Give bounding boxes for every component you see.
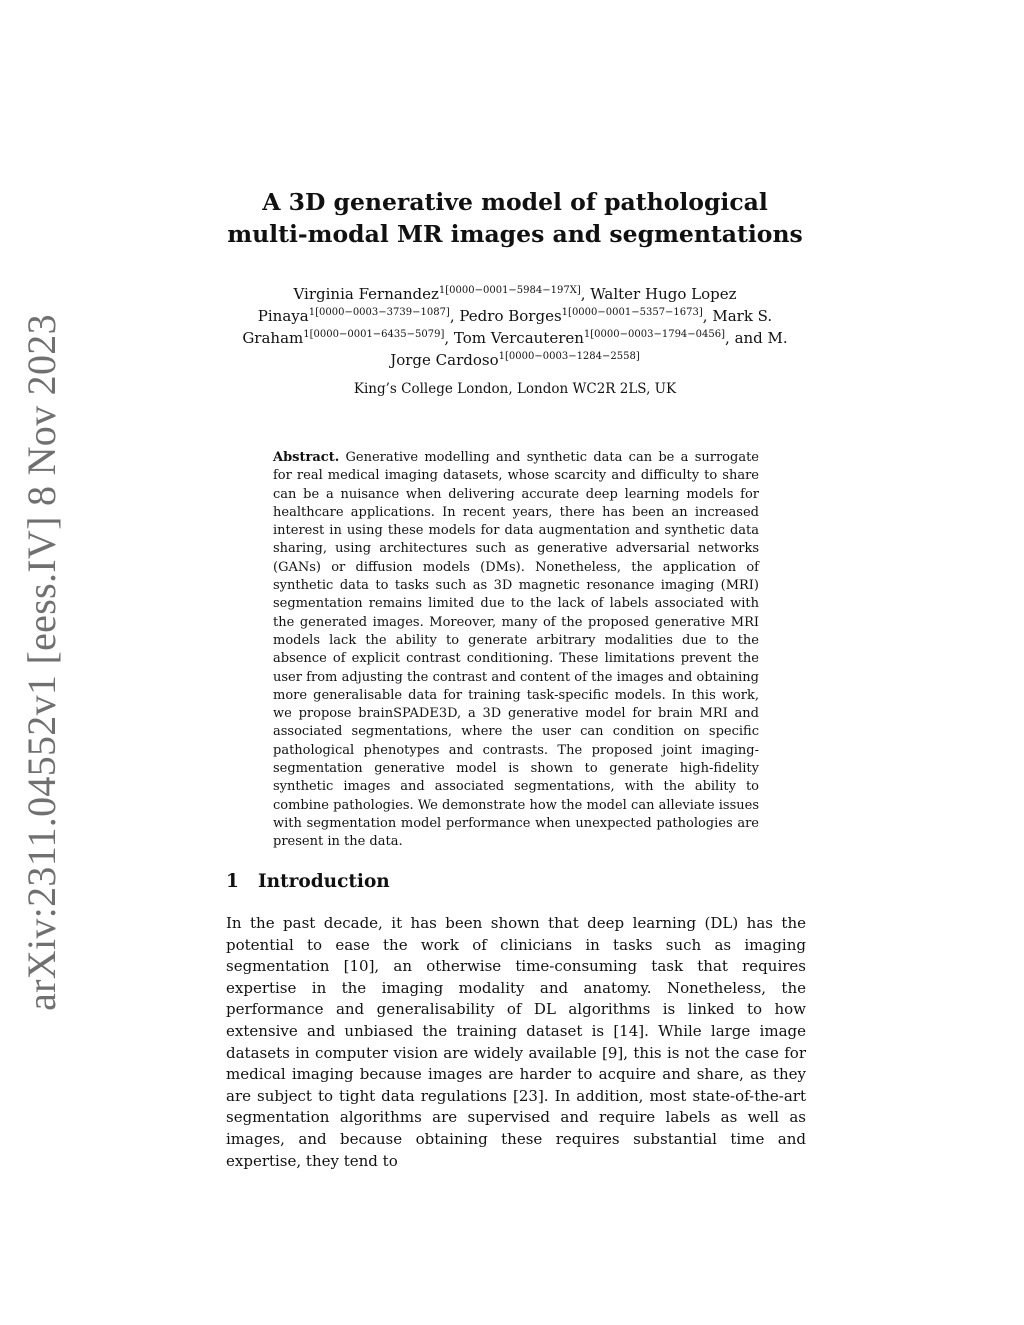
author-affil-mark: 1[0000−0003−1794−0456] [583, 329, 726, 340]
section-number: 1 [226, 871, 239, 892]
arxiv-identifier [8, 313, 74, 1011]
title-line-2: multi-modal MR images and segmentations [227, 220, 803, 248]
paper-title [200, 186, 830, 250]
abstract [273, 449, 759, 852]
author-affil-mark: 1[0000−0003−1284−2558] [498, 351, 640, 362]
author-name: Tom Vercauteren [453, 329, 584, 347]
section-title: Introduction [258, 871, 390, 892]
author-affil-mark: 1[0000−0001−5984−197X] [438, 285, 581, 296]
author-name: Walter Hugo Lopez Pinaya [257, 285, 737, 325]
author-name: Pedro Borges [459, 307, 562, 325]
affiliation: King’s College London, London WC2R 2LS, UK [353, 381, 677, 397]
author-list: Virginia Fernandez$^{1[0000-0001-5984-197X]}$, Walter Hugo Lopez Pinaya$^{1[0000-0003-3739-1087]}$, Pedro Borges$^{1[0000-0001-5357-1673]}$, Mark S. Graham$^{1[0000-0001-6435-5079]}$, Tom Vercauteren$^{1[0000-0003-1794-0456]}$, and M. Jorge Cardoso$^{1[0000-0003-1284-2558]}$ [242, 285, 788, 369]
abstract-text: Generative modelling and synthetic data can be a surrogate for real medical imaging datasets, whose scarcity and difficulty to share can be a nuisance when delivering accurate deep learning models for healthcare applications. In recent years, there has been an increased interest in using these models for data augmentation and synthetic data sharing, using architectures such as generative adversarial networks (GANs) or diffusion models (DMs). Nonetheless, the application of synthetic data to tasks such as 3D magnetic resonance imaging (MRI) segmentation remains limited due to the lack of labels associated with the generated images. Moreover, many of the proposed generative MRI models lack the ability to generate arbitrary modalities due to the absence of explicit contrast conditioning. These limitations prevent the user from adjusting the contrast and content of the images and obtaining more generalisable data for training task-specific models. In this work, we propose brainSPADE3D, a 3D generative model for brain MRI and associated segmentations, where the user can condition on specific pathological phenotypes and contrasts. The proposed joint imaging-segmentation generative model is shown to generate high-fidelity synthetic images and associated segmentations, with the ability to combine pathologies. We demonstrate how the model can alleviate issues with segmentation model performance when unexpected pathologies are present in the data. [273, 450, 759, 850]
title-line-1: A 3D generative model of pathological [262, 188, 768, 216]
arxiv-identifier-text: arXiv:2311.04552v1 [eess.IV] 8 Nov 2023 [18, 313, 64, 1011]
section-heading-introduction [226, 870, 390, 894]
author-affil-mark: 1[0000−0003−3739−1087] [308, 307, 450, 318]
author-affil-mark: 1[0000−0001−5357−1673] [561, 307, 703, 318]
author-name: Mark S. Graham [242, 307, 773, 347]
abstract-label: Abstract. [273, 450, 340, 465]
author-name: Virginia Fernandez [293, 285, 439, 303]
introduction-paragraph: In the past decade, it has been shown that deep learning (DL) has the potential to ease the work of clinicians in tasks such as imaging segmentation [10], an otherwise time-consuming task that requires expertise in the imaging modality and anatomy. Nonetheless, the performance and generalisability of DL algorithms is linked to how extensive and unbiased the training dataset is [14]. While large image datasets in computer vision are widely available [9], this is not the case for medical imaging because images are harder to acquire and share, as they are subject to tight data regulations [23]. In addition, most state-of-the-art segmentation algorithms are supervised and require labels as well as images, and because obtaining these requires substantial time and expertise, they tend to [226, 914, 806, 1170]
author-affil-mark: 1[0000−0001−6435−5079] [303, 329, 445, 340]
author-name: M. Jorge Cardoso [390, 329, 788, 369]
